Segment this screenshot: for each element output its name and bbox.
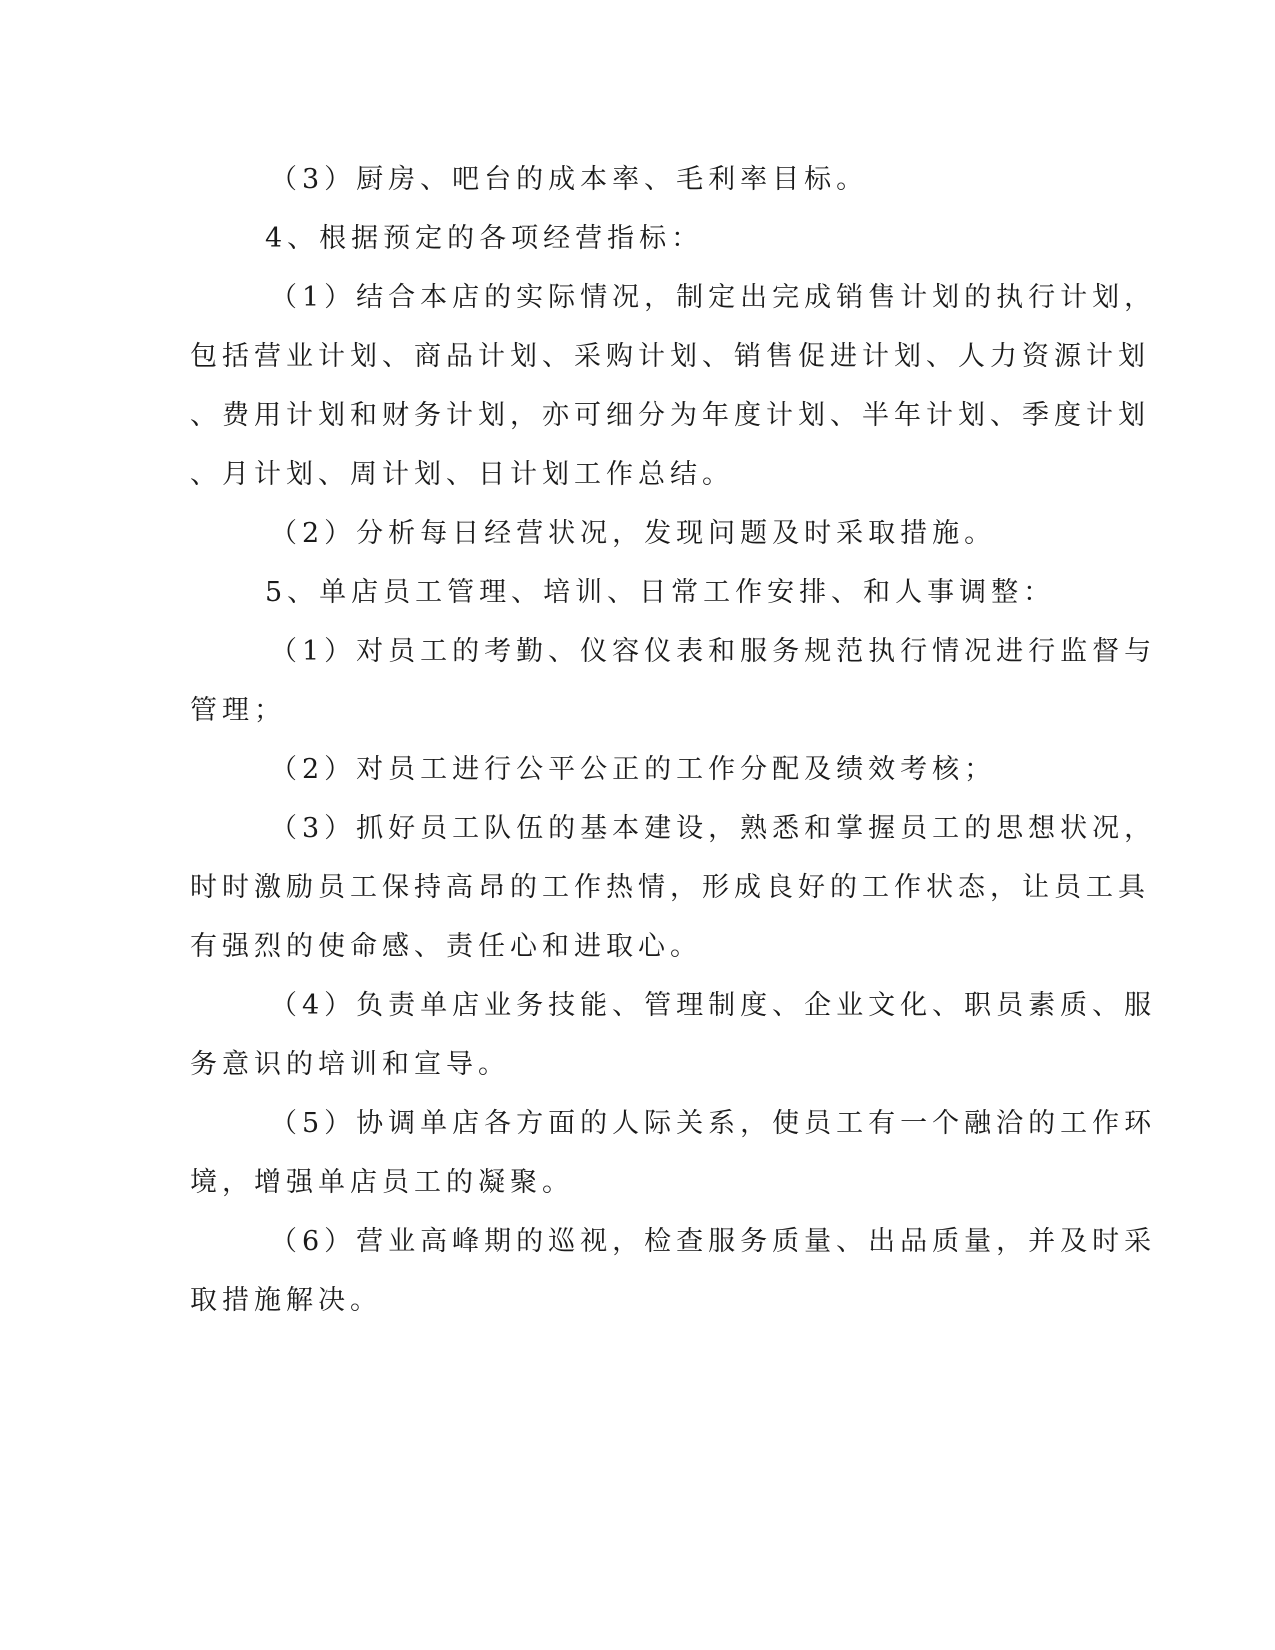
text-line: （3）抓好员工队伍的基本建设，熟悉和掌握员工的思想状况， (270, 813, 1157, 844)
text-line: 境，增强单店员工的凝聚。 (190, 1167, 574, 1198)
text-line: （2）对员工进行公平公正的工作分配及绩效考核； (270, 754, 997, 785)
text-line: （6）营业高峰期的巡视，检查服务质量、出品质量，并及时采 (270, 1226, 1157, 1257)
text-line: （4）负责单店业务技能、管理制度、企业文化、职员素质、服 (270, 990, 1157, 1021)
text-line: 有强烈的使命感、责任心和进取心。 (190, 931, 702, 962)
section-heading: 5、单店员工管理、培训、日常工作安排、和人事调整： (265, 577, 1056, 608)
text-line: 、费用计划和财务计划，亦可细分为年度计划、半年计划、季度计划 (190, 400, 1150, 431)
text-line: 务意识的培训和宣导。 (190, 1049, 510, 1080)
text-line: （2）分析每日经营状况，发现问题及时采取措施。 (270, 518, 997, 549)
text-line: （5）协调单店各方面的人际关系，使员工有一个融洽的工作环 (270, 1108, 1157, 1139)
section-heading: 4、根据预定的各项经营指标： (265, 223, 704, 254)
text-line: （1）结合本店的实际情况，制定出完成销售计划的执行计划， (270, 282, 1157, 313)
text-line: 取措施解决。 (190, 1285, 382, 1316)
text-line: 包括营业计划、商品计划、采购计划、销售促进计划、人力资源计划 (190, 341, 1150, 372)
text-line: 管理； (190, 695, 286, 726)
text-line: （3）厨房、吧台的成本率、毛利率目标。 (270, 164, 869, 195)
text-line: 时时激励员工保持高昂的工作热情，形成良好的工作状态，让员工具 (190, 872, 1150, 903)
text-line: （1）对员工的考勤、仪容仪表和服务规范执行情况进行监督与 (270, 636, 1157, 667)
text-line: 、月计划、周计划、日计划工作总结。 (190, 459, 734, 490)
